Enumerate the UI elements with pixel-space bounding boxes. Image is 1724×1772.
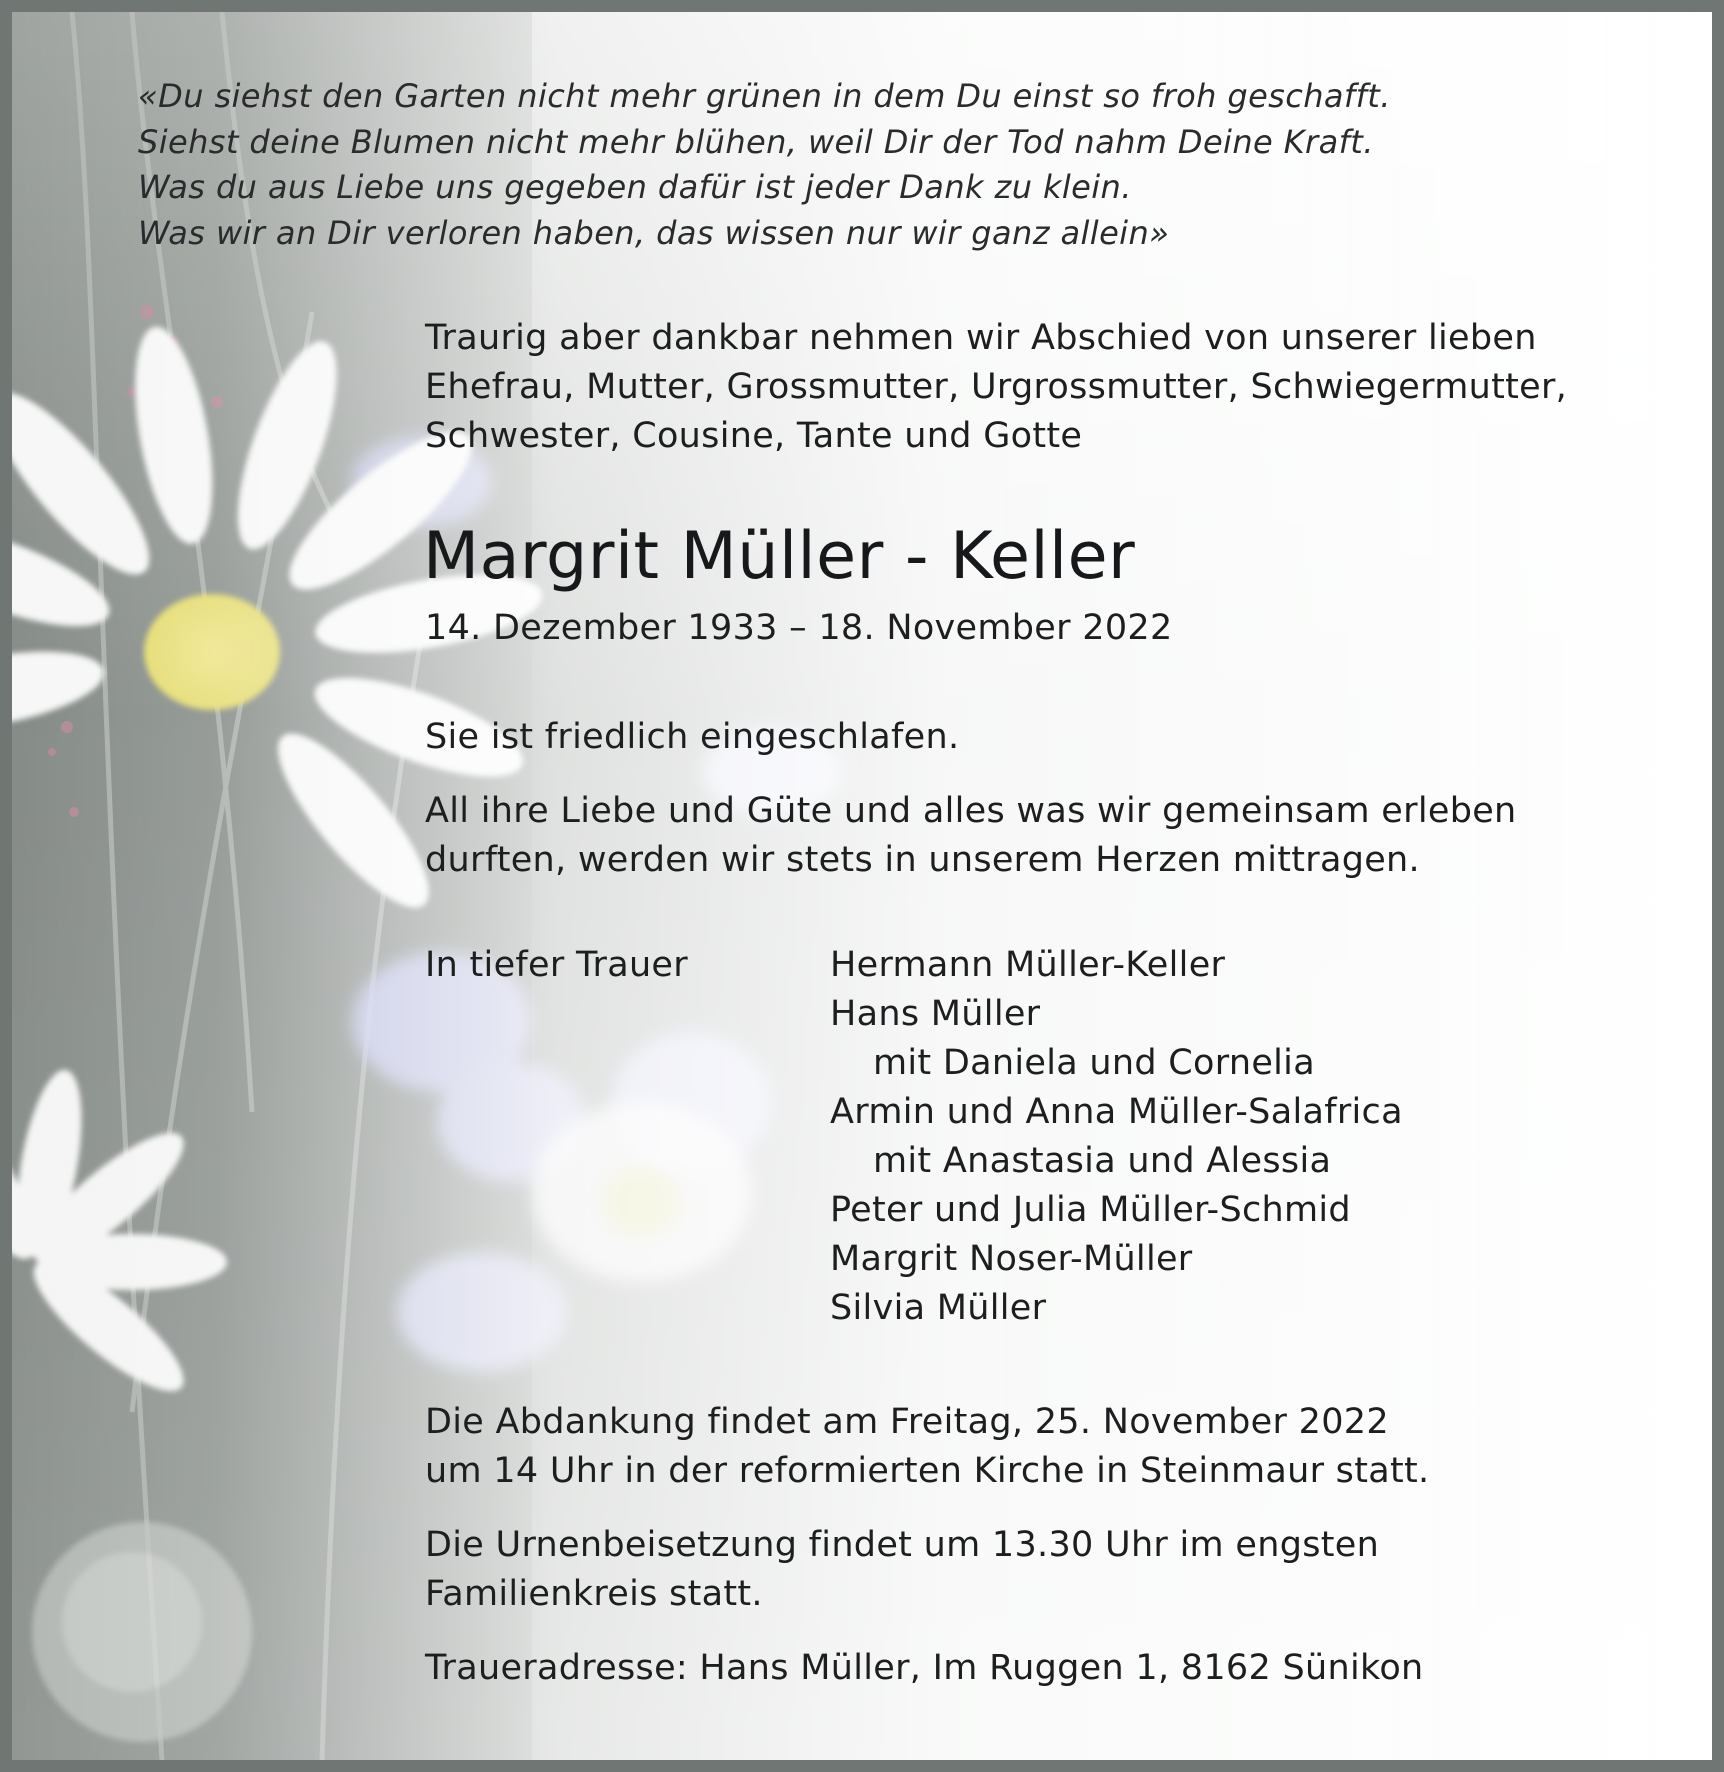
mourner-children: mit Daniela und Cornelia [873, 1043, 1315, 1083]
urn-line: Die Urnenbeisetzung findet um 13.30 Uhr im engsten [425, 1525, 1380, 1565]
intro-text [425, 314, 1567, 461]
funeral-service-info [425, 1398, 1429, 1496]
life-dates: 14. Dezember 1933 – 18. November 2022 [425, 608, 1173, 648]
poem-line: «Du siehst den Garten nicht mehr grünen in dem Du einst so froh geschafft. [138, 77, 1391, 115]
mourning-address: Traueradresse: Hans Müller, Im Ruggen 1, 8162 Sünikon [425, 1648, 1424, 1688]
mourner-name: Hans Müller [830, 994, 1041, 1034]
mourner-name: Armin und Anna Müller-Salafrica [830, 1092, 1403, 1132]
service-line: Die Abdankung findet am Freitag, 25. November 2022 [425, 1402, 1389, 1442]
urn-burial-info [425, 1521, 1379, 1619]
mourner-children: mit Anastasia und Alessia [873, 1141, 1332, 1181]
mourners-label: In tiefer Trauer [425, 945, 688, 985]
flower-background-image [12, 12, 1712, 1760]
poem-line: Was du aus Liebe uns gegeben dafür ist jeder Dank zu klein. [138, 168, 1132, 206]
love-message [425, 787, 1517, 885]
deceased-name: Margrit Müller - Keller [423, 519, 1136, 594]
urn-line: Familienkreis statt. [425, 1574, 763, 1614]
mourners-list [830, 941, 1403, 1333]
obituary-notice [12, 12, 1712, 1760]
poem-quote [138, 74, 1391, 256]
mourner-name: Silvia Müller [830, 1288, 1047, 1328]
mourner-name: Peter und Julia Müller-Schmid [830, 1190, 1351, 1230]
poem-line: Siehst deine Blumen nicht mehr blühen, weil Dir der Tod nahm Deine Kraft. [138, 122, 1374, 161]
love-line: durften, werden wir stets in unserem Herzen mittragen. [425, 840, 1420, 880]
intro-line: Ehefrau, Mutter, Grossmutter, Urgrossmutter, Schwiegermutter, [425, 367, 1568, 407]
service-line: um 14 Uhr in der reformierten Kirche in Steinmaur statt. [425, 1451, 1430, 1491]
intro-line: Traurig aber dankbar nehmen wir Abschied von unserer lieben [425, 318, 1537, 358]
mourner-name: Hermann Müller-Keller [830, 945, 1226, 985]
love-line: All ihre Liebe und Güte und alles was wir gemeinsam erleben [425, 791, 1517, 831]
intro-line: Schwester, Cousine, Tante und Gotte [425, 416, 1083, 456]
mourner-name: Margrit Noser-Müller [830, 1239, 1193, 1279]
peace-message: Sie ist friedlich eingeschlafen. [425, 717, 960, 757]
poem-line: Was wir an Dir verloren haben, das wissen nur wir ganz allein» [138, 213, 1170, 252]
